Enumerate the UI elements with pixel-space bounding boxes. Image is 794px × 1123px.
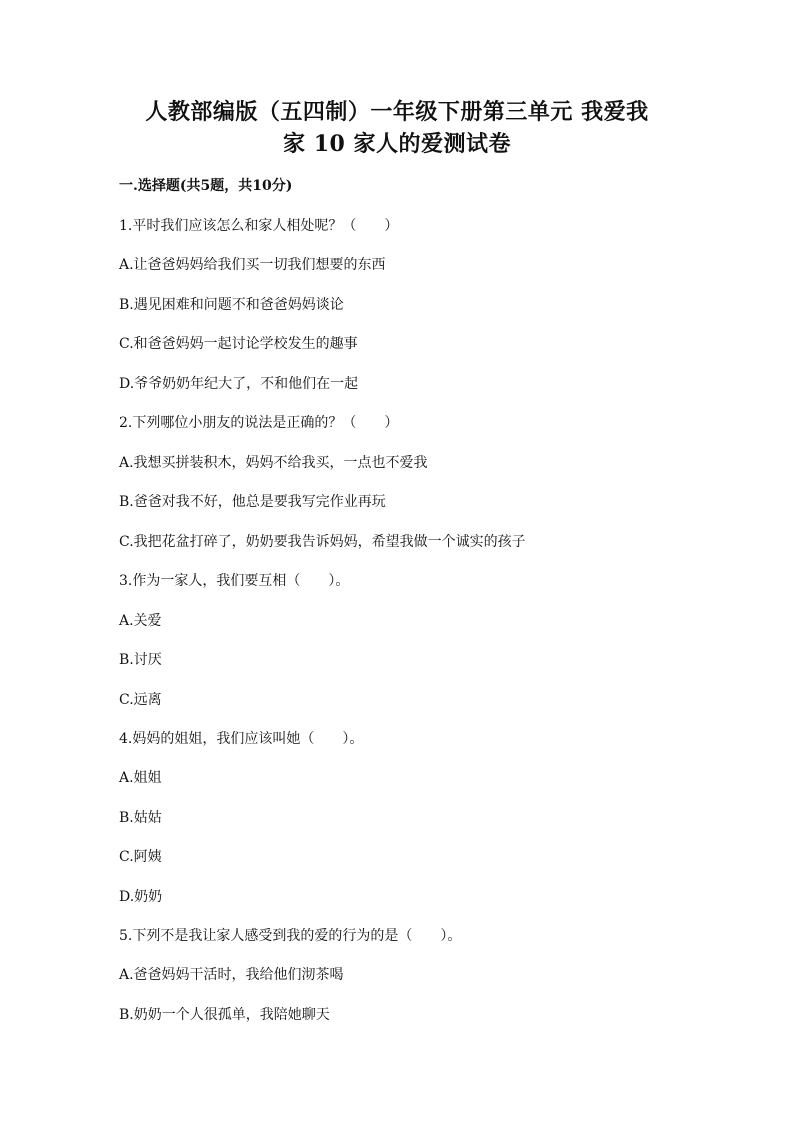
question-5-text: 5.下列不是我让家人感受到我的爱的行为的是（ ）。: [119, 928, 462, 944]
section-heading: 一.选择题(共5题，共10分): [119, 178, 293, 194]
question-4-option-c: C.阿姨: [119, 849, 162, 865]
question-5-option-b: B.奶奶一个人很孤单，我陪她聊天: [119, 1007, 330, 1023]
question-1-option-c: C.和爸爸妈妈一起讨论学校发生的趣事: [119, 336, 358, 352]
question-4-text: 4.妈妈的姐姐，我们应该叫她（ ）。: [119, 731, 364, 747]
question-1-option-a: A.让爸爸妈妈给我们买一切我们想要的东西: [119, 257, 386, 273]
page-title-line-2: 家 10 家人的爱测试卷: [283, 131, 511, 157]
question-3-text: 3.作为一家人，我们要互相（ ）。: [119, 573, 350, 589]
question-4-option-a: A.姐姐: [119, 770, 162, 786]
question-3-option-b: B.讨厌: [119, 652, 162, 668]
question-4-option-d: D.奶奶: [119, 889, 163, 905]
question-2-text: 2.下列哪位小朋友的说法是正确的？（ ）: [119, 415, 399, 431]
question-4-option-b: B.姑姑: [119, 810, 162, 826]
question-1-text: 1.平时我们应该怎么和家人相处呢？（ ）: [119, 218, 399, 234]
question-2-option-b: B.爸爸对我不好，他总是要我写完作业再玩: [119, 494, 386, 510]
question-2-option-a: A.我想买拼装积木，妈妈不给我买，一点也不爱我: [119, 455, 428, 471]
question-1-option-d: D.爷爷奶奶年纪大了，不和他们在一起: [119, 376, 359, 392]
question-3-option-a: A.关爱: [119, 613, 162, 629]
question-1-option-b: B.遇见困难和问题不和爸爸妈妈谈论: [119, 297, 344, 313]
page-title-line-1: 人教部编版（五四制）一年级下册第三单元 我爱我: [145, 99, 649, 125]
question-5-option-a: A.爸爸妈妈干活时，我给他们沏茶喝: [119, 967, 344, 983]
question-3-option-c: C.远离: [119, 692, 162, 708]
question-2-option-c: C.我把花盆打碎了，奶奶要我告诉妈妈，希望我做一个诚实的孩子: [119, 534, 526, 550]
